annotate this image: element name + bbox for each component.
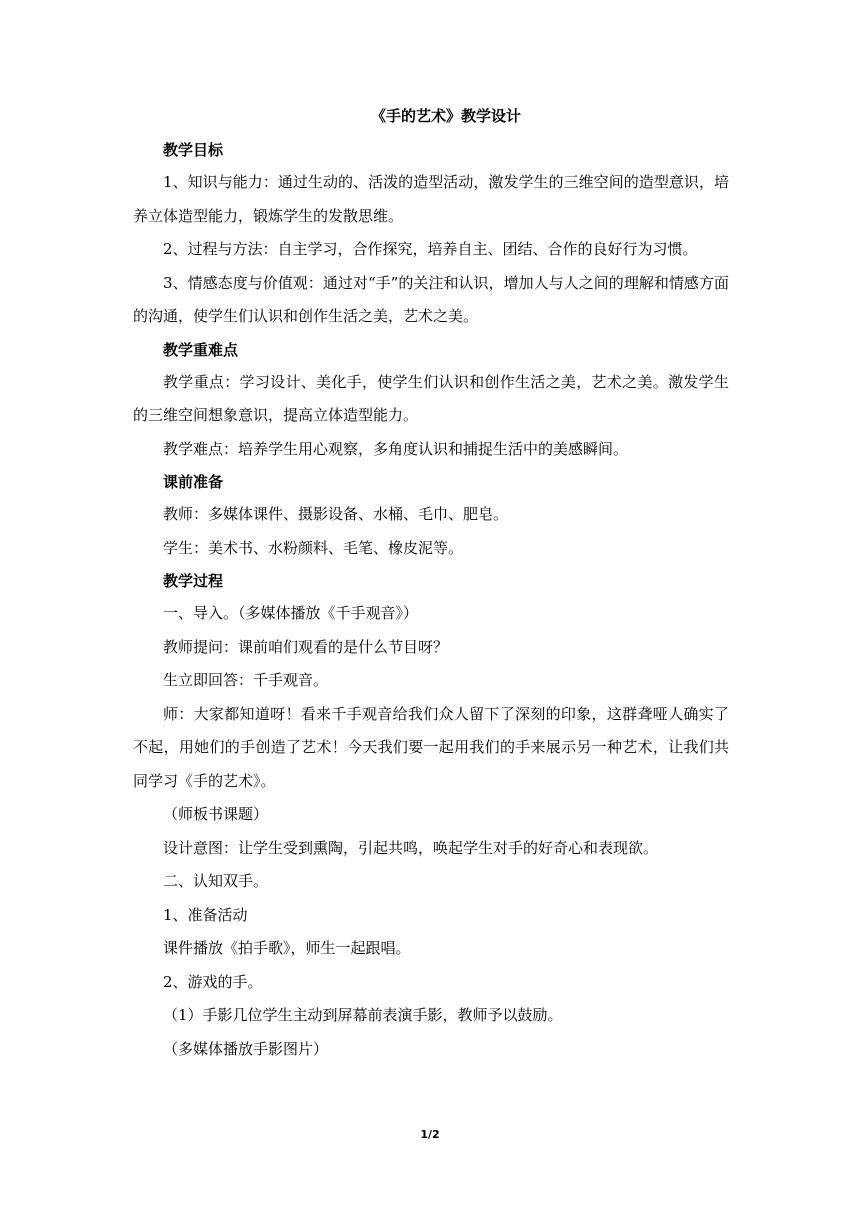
- process-line: 生立即回答：千手观音。: [163, 671, 329, 689]
- objective-item: 3、情感态度与价值观：通过对“手”的关注和认识，增加人与人之间的理解和情感方面的沟通，使学生们认识和创作生活之美，艺术之美。: [133, 273, 729, 325]
- key-point-difficulty: 教学难点：培养学生用心观察，多角度认识和捕捉生活中的美感瞬间。: [163, 439, 629, 458]
- objective-item: 1、知识与能力：通过生动的、活泼的造型活动，激发学生的三维空间的造型意识，培养立体造型能力，锻炼学生的发散思维。: [133, 173, 729, 225]
- document-body: [133, 102, 729, 1066]
- process-line: 一、导入。（多媒体播放《千手观音》）: [163, 604, 419, 622]
- process-line: 2、游戏的手。: [163, 972, 263, 991]
- process-line: 设计意图：让学生受到熏陶，引起共鸣，唤起学生对手的好奇心和表现欲。: [163, 838, 659, 857]
- objective-item: 2、过程与方法：自主学习，合作探究，培养自主、团结、合作的良好行为习惯。: [163, 240, 698, 258]
- document-title: 《手的艺术》教学设计: [370, 107, 521, 125]
- heading-preparation: 课前准备: [163, 473, 224, 491]
- heading-process: 教学过程: [163, 572, 224, 590]
- process-line: （1）手影几位学生主动到屏幕前表演手影，教师予以鼓励。: [163, 1006, 563, 1024]
- process-line: （多媒体播放手影图片）: [163, 1039, 329, 1058]
- process-line: （师板书课题）: [163, 805, 269, 823]
- process-line: 1、准备活动: [163, 905, 248, 924]
- key-point-focus: 教学重点：学习设计、美化手，使学生们认识和创作生活之美，艺术之美。激发学生的三维空间想象意识，提高立体造型能力。: [133, 372, 729, 424]
- process-line: 课件播放《拍手歌》，师生一起跟唱。: [163, 939, 411, 957]
- preparation-teacher: 教师：多媒体课件、摄影设备、水桶、毛巾、肥皂。: [163, 505, 509, 523]
- process-line: 教师提问：课前咱们观看的是什么节目呀？: [163, 637, 449, 656]
- heading-objectives: 教学目标: [163, 141, 224, 159]
- process-line: 师：大家都知道呀！看来千手观音给我们众人留下了深刻的印象，这群聋哑人确实了不起，用她们的手创造了艺术！今天我们要一起用我们的手来展示另一种艺术，让我们共同学习《手的艺术》。: [133, 704, 729, 790]
- page-number: 1/2: [420, 1128, 440, 1141]
- preparation-student: 学生：美术书、水粉颜料、毛笔、橡皮泥等。: [163, 538, 464, 557]
- heading-key-points: 教学重难点: [163, 340, 239, 359]
- process-line: 二、认知双手。: [163, 872, 269, 890]
